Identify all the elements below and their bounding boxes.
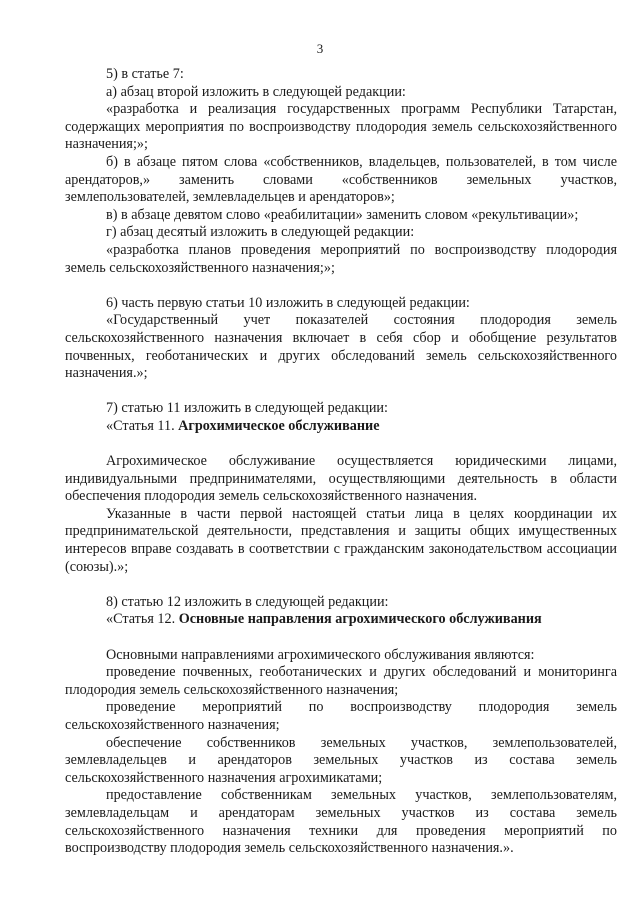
article-11-name: Агрохимическое обслуживание (178, 417, 380, 434)
item-6-text: «Государственный учет показателей состояния плодородия земель сельскохозяйственного назначения включает в себя сбор и обобщение результатов почвенных, геоботанических и других обследований земель сельскохозяйственного назначения.»; (65, 312, 617, 382)
item-6-heading: 6) часть первую статьи 10 изложить в следующей редакции: (106, 294, 470, 311)
subitem-g: г) абзац десятый изложить в следующей редакции: (106, 224, 415, 241)
article-12-name: Основные направления агрохимического обслуживания (178, 611, 542, 628)
document-body (65, 66, 617, 858)
article-11-paragraph-2: Указанные в части первой настоящей статьи лица в целях координации их предпринимательской деятельности, представления и защиты общих имущественных интересов вправе создавать в соответствии с гражданским законодательством ассоциации (союзы).»; (65, 505, 617, 575)
subitem-b: б) в абзаце пятом слова «собственников, владельцев, пользователей, в том числе арендаторов,» заменить словами «собственников земельных участков, землепользователей, землевладельцев и арендаторов»; (65, 153, 617, 206)
article-12-direction-3: обеспечение собственников земельных участков, землепользователей, землевладельцев и арендаторов земельных участков из состава земель сельскохозяйственного назначения агрохимикатами; (65, 734, 617, 786)
article-12-direction-1: проведение почвенных, геоботанических и других обследований и мониторинга плодородия земель сельскохозяйственного назначения; (65, 664, 617, 698)
article-12-direction-4: предоставление собственникам земельных участков, землепользователям, землевладельцам и арендаторам земельных участков из состава земель сельскохозяйственного назначения техники для проведения мероприятий по воспроизводству плодородия земель сельскохозяйственного назначения.». (65, 787, 617, 857)
item-5-heading: 5) в статье 7: (106, 66, 184, 82)
article-11-paragraph-1: Агрохимическое обслуживание осуществляется юридическими лицами, индивидуальными предпринимателями, осуществляющими деятельность в области обеспечения плодородия земель сельскохозяйственного назначения. (65, 453, 617, 505)
article-11-prefix: «Статья 11. (106, 417, 179, 434)
item-7-heading: 7) статью 11 изложить в следующей редакции: (106, 400, 388, 417)
article-12-title (65, 611, 617, 629)
subitem-a-text: «разработка и реализация государственных программ Республики Татарстан, содержащих мероприятия по воспроизводству плодородия земель сельскохозяйственного назначения;»; (65, 101, 617, 153)
item-8-heading: 8) статью 12 изложить в следующей редакции: (106, 593, 389, 610)
article-12-prefix: «Статья 12. (106, 611, 179, 628)
article-12-intro: Основными направлениями агрохимического обслуживания являются: (106, 646, 535, 663)
subitem-a: а) абзац второй изложить в следующей редакции: (106, 83, 406, 100)
page-number: 3 (316, 41, 324, 56)
subitem-v: в) в абзаце девятом слово «реабилитации» заменить словом «рекультивации»; (106, 206, 579, 223)
article-12-direction-2: проведение мероприятий по воспроизводству плодородия земель сельскохозяйственного назначения; (65, 699, 617, 733)
subitem-g-text: «разработка планов проведения мероприятий по воспроизводству плодородия земель сельскохозяйственного назначения;»; (65, 241, 617, 276)
article-11-title (65, 418, 617, 436)
